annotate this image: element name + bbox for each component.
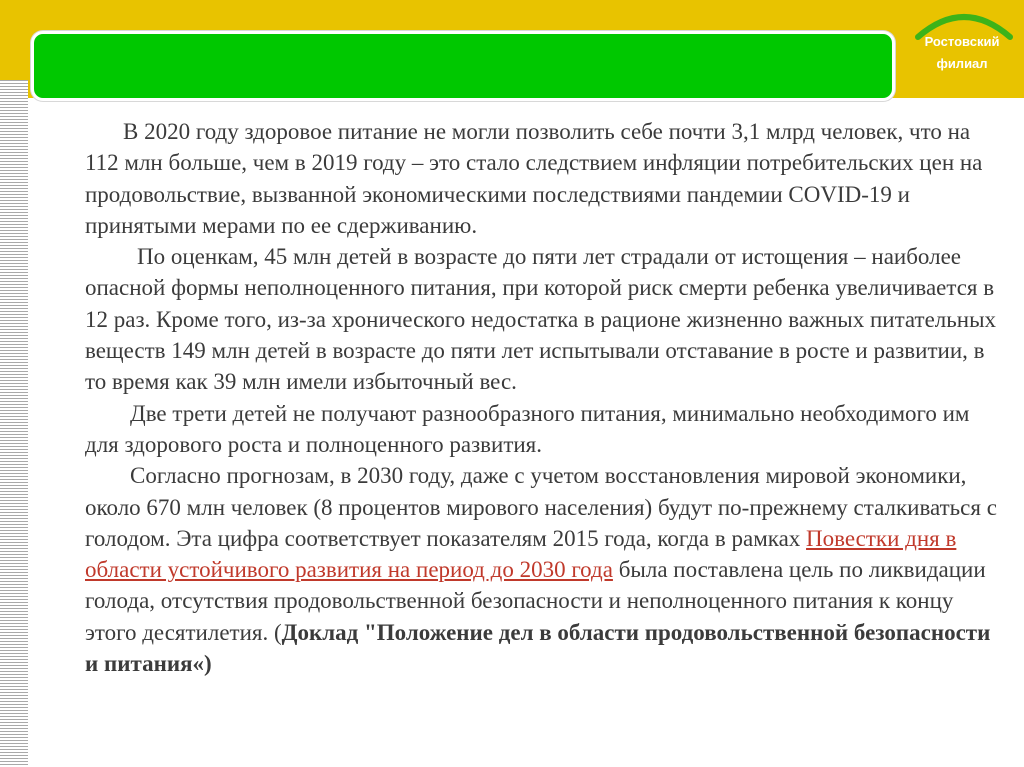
paragraph-4-middle: была поставлена цель по ликвидации голода, отсутствия продовольственной безопасности и неполноценного питания к концу этого десятилетия. ( [85, 557, 986, 645]
brand-logo [906, 4, 1018, 74]
paragraph-3: Две трети детей не получают разнообразного питания, минимально необходимого им для здорового роста и полноценного развития. [85, 400, 970, 457]
paragraph-4 [85, 460, 1005, 679]
paragraph-4-start: Согласно прогнозам, в 2030 году, даже с учетом восстановления мировой экономики, около 670 млн человек (8 процентов мирового населения) будут по-прежнему сталкиваться с голодом. Эта цифра соответствует показателям 2015 года, когда в рамках [85, 463, 997, 551]
left-stripe-decoration [0, 80, 28, 767]
brand-line-1: Ростовский [924, 34, 1000, 49]
brand-arc-icon [914, 7, 1014, 57]
slide-body [85, 116, 1005, 679]
report-title: Доклад "Положение дел в области продовольственной безопасности и питания«) [85, 619, 991, 677]
paragraph-1: В 2020 году здоровое питание не могли позволить себе почти 3,1 млрд человек, что на 112 млн больше, чем в 2019 году – это стало следствием инфляции потребительских цен на продовольствие, вызванной экономическими последствиями пандемии COVID-19 и принятыми мерами по ее сдерживанию. [85, 119, 983, 238]
paragraph-2: По оценкам, 45 млн детей в возрасте до пяти лет страдали от истощения – наиболее опасной формы неполноценного питания, при которой риск смерти ребенка увеличивается в 12 раз. Кроме того, из-за хронического недостатка в рационе жизненно важных питательных веществ 149 млн детей в возрасте до пяти лет испытывали отставание в росте и развитии, в то время как 39 млн имели избыточный вес. [85, 244, 997, 395]
brand-line-2: филиал [936, 56, 988, 71]
title-bar [31, 31, 895, 101]
agenda-2030-link[interactable]: Повестки дня в области устойчивого развития на период до 2030 года [85, 525, 957, 583]
